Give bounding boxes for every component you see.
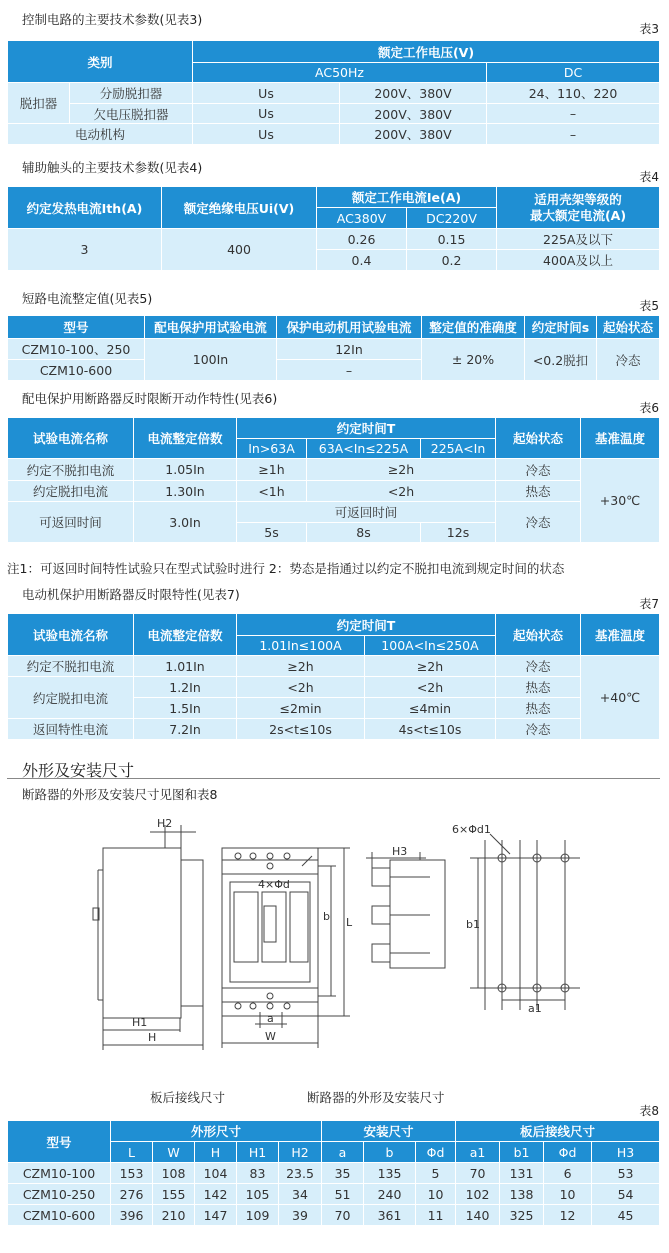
t8-cell: 240: [364, 1184, 416, 1205]
t7-cell: ≥2h: [237, 656, 365, 677]
t8-cell: 104: [195, 1163, 237, 1184]
t6-cell: 8s: [307, 523, 421, 543]
t7-cell: 冷态: [496, 719, 581, 740]
label-a: a: [267, 1012, 274, 1025]
t6-header-temp: 基准温度: [581, 418, 660, 459]
t6-row-name: 约定不脱扣电流: [8, 459, 134, 481]
back-view-body: [390, 860, 445, 968]
t5-state-value: 冷态: [597, 339, 660, 381]
t8-header-back: 板后接线尺寸: [456, 1121, 660, 1142]
t8-col-header: H2: [279, 1142, 322, 1163]
t8-cell: 23.5: [279, 1163, 322, 1184]
t8-cell: 108: [153, 1163, 195, 1184]
t4-cell: 0.4: [317, 250, 407, 271]
t6-cell: ≥2h: [307, 459, 496, 481]
t7-cell: <2h: [365, 677, 496, 698]
t6-row-name: 可返回时间: [8, 502, 134, 543]
t7-row-name: 约定脱扣电流: [8, 677, 134, 719]
t7-cell: 1.5In: [134, 698, 237, 719]
t8-model: CZM10-100: [8, 1163, 111, 1184]
t7-cell: 7.2In: [134, 719, 237, 740]
t6-cell: 5s: [237, 523, 307, 543]
t8-cell: 6: [544, 1163, 592, 1184]
t3-cell: 200V、380V: [340, 104, 487, 124]
t8-cell: 70: [322, 1205, 364, 1226]
table8-number: 表8: [639, 1104, 659, 1118]
t7-header-state: 起始状态: [496, 614, 581, 656]
t8-col-header: b: [364, 1142, 416, 1163]
t6-cell: 12s: [421, 523, 496, 543]
t3-cell: –: [487, 124, 660, 145]
t8-cell: 5: [416, 1163, 456, 1184]
t8-cell: 11: [416, 1205, 456, 1226]
t4-cell: 0.2: [407, 250, 497, 271]
t6-cell: 热态: [496, 481, 581, 502]
t4-header-ith: 约定发热电流Ith(A): [8, 187, 162, 229]
t8-col-header: H3: [592, 1142, 660, 1163]
side-view-body: [103, 848, 181, 1018]
t6-header-time: 约定时间T: [237, 418, 496, 439]
t6-header-c1: In>63A: [237, 439, 307, 459]
t5-dist-value: 100In: [145, 339, 277, 381]
table8: [7, 1120, 660, 1226]
label-hole6: 6×Φd1: [452, 823, 491, 836]
t7-header-c1: 1.01In≤100A: [237, 636, 365, 656]
t3-cell: Us: [193, 104, 340, 124]
table3-caption: 控制电路的主要技术参数(见表3): [22, 12, 203, 27]
front-view-body: [222, 848, 318, 1016]
t8-cell: 210: [153, 1205, 195, 1226]
t8-cell: 35: [322, 1163, 364, 1184]
t7-cell: 冷态: [496, 656, 581, 677]
t5-header-motor: 保护电动机用试验电流: [277, 316, 422, 339]
table7-number: 表7: [639, 597, 659, 611]
table4-caption: 辅助触头的主要技术参数(见表4): [22, 160, 203, 175]
t6-header-name: 试验电流名称: [8, 418, 134, 459]
t8-cell: 83: [237, 1163, 279, 1184]
t5-header-time: 约定时间s: [525, 316, 597, 339]
t8-cell: 131: [500, 1163, 544, 1184]
t3-header-ac: AC50Hz: [193, 63, 487, 83]
t7-header-c2: 100A<In≤250A: [365, 636, 496, 656]
t4-header-ac: AC380V: [317, 208, 407, 229]
t8-col-header: a1: [456, 1142, 500, 1163]
t4-cell: 225A及以下: [497, 229, 660, 250]
t8-cell: 140: [456, 1205, 500, 1226]
t7-cell: 热态: [496, 698, 581, 719]
label-h2: H2: [157, 817, 173, 830]
table5: [7, 315, 660, 381]
t8-col-header: W: [153, 1142, 195, 1163]
t5-header-state: 起始状态: [597, 316, 660, 339]
t8-model: CZM10-600: [8, 1205, 111, 1226]
t7-row-name: 约定不脱扣电流: [8, 656, 134, 677]
t5-model: CZM10-100、250: [8, 339, 145, 360]
t8-header-outer: 外形尺寸: [111, 1121, 322, 1142]
section-title: 外形及安装尺寸: [22, 761, 135, 780]
t8-cell: 105: [237, 1184, 279, 1205]
t8-body: [8, 1163, 660, 1226]
label-b1: b1: [466, 918, 480, 931]
table6-note: 注1：可返回时间特性试验只在型式试验时进行 2：势态是指通过以约定不脱扣电流到规定时间的状态: [7, 561, 565, 576]
t6-row-name: 约定脱扣电流: [8, 481, 134, 502]
t5-accuracy-value: ± 20%: [422, 339, 525, 381]
t8-col-header: H1: [237, 1142, 279, 1163]
t3-cell: 200V、380V: [340, 83, 487, 104]
t3-row-name: 欠电压脱扣器: [70, 104, 193, 124]
table7: [7, 613, 660, 740]
t8-cell: 10: [416, 1184, 456, 1205]
t7-cell: 4s<t≤10s: [365, 719, 496, 740]
t8-cell: 135: [364, 1163, 416, 1184]
t3-header-voltage: 额定工作电压(V): [193, 41, 660, 63]
t7-cell: 热态: [496, 677, 581, 698]
table6: [7, 417, 660, 543]
t3-header-type: 类别: [8, 41, 193, 83]
t8-cell: 34: [279, 1184, 322, 1205]
t3-cell: Us: [193, 124, 340, 145]
drawing-caption-left: 板后接线尺寸: [150, 1090, 226, 1105]
table3: [7, 40, 660, 145]
table-row: [8, 1163, 660, 1184]
t4-header-dc: DC220V: [407, 208, 497, 229]
t8-cell: 276: [111, 1184, 153, 1205]
label-h3: H3: [392, 845, 408, 858]
t7-row-name: 返回特性电流: [8, 719, 134, 740]
t7-cell: 1.2In: [134, 677, 237, 698]
t3-row-name: 分励脱扣器: [70, 83, 193, 104]
t6-header-state: 起始状态: [496, 418, 581, 459]
t8-cell: 12: [544, 1205, 592, 1226]
t8-model: CZM10-250: [8, 1184, 111, 1205]
t3-group-label: 脱扣器: [8, 83, 70, 124]
t8-cell: 51: [322, 1184, 364, 1205]
t6-header-c3: 225A<In: [421, 439, 496, 459]
t6-cell: 可返回时间: [237, 502, 496, 523]
t8-header-model: 型号: [8, 1121, 111, 1163]
table4-number: 表4: [639, 170, 659, 184]
t8-cell: 102: [456, 1184, 500, 1205]
t7-cell: ≤2min: [237, 698, 365, 719]
label-w: W: [265, 1030, 276, 1043]
drawing-caption-right: 断路器的外形及安装尺寸: [307, 1090, 445, 1105]
t8-col-header: L: [111, 1142, 153, 1163]
table7-caption: 电动机保护用断路器反时限特性(见表7): [22, 587, 240, 602]
t8-cell: 10: [544, 1184, 592, 1205]
t6-header-c2: 63A<In≤225A: [307, 439, 421, 459]
t6-cell: 冷态: [496, 502, 581, 543]
t3-cell: 200V、380V: [340, 124, 487, 145]
t8-col-header: a: [322, 1142, 364, 1163]
label-a1: a1: [528, 1002, 542, 1015]
t6-cell: ≥1h: [237, 459, 307, 481]
label-h1: H1: [132, 1016, 148, 1029]
t6-cell: 冷态: [496, 459, 581, 481]
t5-motor-value: –: [277, 360, 422, 381]
t7-temp-value: +40℃: [581, 656, 660, 740]
t8-cell: 396: [111, 1205, 153, 1226]
table3-number: 表3: [639, 22, 659, 36]
t8-cell: 53: [592, 1163, 660, 1184]
t3-row-name: 电动机构: [8, 124, 193, 145]
t4-header-ie: 额定工作电流Ie(A): [317, 187, 497, 208]
table-row: [8, 1184, 660, 1205]
t7-header-temp: 基准温度: [581, 614, 660, 656]
dimension-caption: 断路器的外形及安装尺寸见图和表8: [22, 787, 218, 802]
t5-header-accuracy: 整定值的准确度: [422, 316, 525, 339]
section-divider: [7, 778, 660, 779]
label-l: L: [346, 916, 353, 929]
t6-cell: 1.30In: [134, 481, 237, 502]
t5-header-dist: 配电保护用试验电流: [145, 316, 277, 339]
t5-time-value: <0.2脱扣: [525, 339, 597, 381]
t6-temp-value: +30℃: [581, 459, 660, 543]
t7-cell: ≥2h: [365, 656, 496, 677]
t5-motor-value: 12In: [277, 339, 422, 360]
t6-header-mult: 电流整定倍数: [134, 418, 237, 459]
t4-cell: 0.26: [317, 229, 407, 250]
t7-header-time: 约定时间T: [237, 614, 496, 636]
table6-number: 表6: [639, 401, 659, 415]
t8-cell: 45: [592, 1205, 660, 1226]
t8-cell: 153: [111, 1163, 153, 1184]
t3-cell: 24、110、220: [487, 83, 660, 104]
t4-cell: 0.15: [407, 229, 497, 250]
label-b: b: [323, 910, 330, 923]
t8-col-header: b1: [500, 1142, 544, 1163]
t8-col-header: Φd: [416, 1142, 456, 1163]
t5-model: CZM10-600: [8, 360, 145, 381]
t3-cell: –: [487, 104, 660, 124]
table-row: [8, 1205, 660, 1226]
t8-cell: 39: [279, 1205, 322, 1226]
t8-header-mount: 安装尺寸: [322, 1121, 456, 1142]
t7-header-name: 试验电流名称: [8, 614, 134, 656]
t6-cell: <1h: [237, 481, 307, 502]
t3-cell: Us: [193, 83, 340, 104]
t8-cell: 54: [592, 1184, 660, 1205]
table5-number: 表5: [639, 299, 659, 313]
t4-cell: 400A及以上: [497, 250, 660, 271]
t7-cell: ≤4min: [365, 698, 496, 719]
t8-cell: 325: [500, 1205, 544, 1226]
t4-header-ui: 额定绝缘电压Ui(V): [162, 187, 317, 229]
t6-cell: 3.0In: [134, 502, 237, 543]
t5-header-model: 型号: [8, 316, 145, 339]
t8-cell: 142: [195, 1184, 237, 1205]
side-view-handle: [181, 860, 203, 1006]
t8-cell: 70: [456, 1163, 500, 1184]
t4-ui-value: 400: [162, 229, 317, 271]
t6-cell: 1.05In: [134, 459, 237, 481]
table5-caption: 短路电流整定值(见表5): [22, 291, 153, 306]
t8-col-header: Φd: [544, 1142, 592, 1163]
t6-cell: <2h: [307, 481, 496, 502]
t4-header-frame: 适用壳架等级的 最大额定电流(A): [497, 187, 660, 229]
t8-cell: 109: [237, 1205, 279, 1226]
t7-cell: 2s<t≤10s: [237, 719, 365, 740]
label-h: H: [148, 1031, 157, 1044]
table6-caption: 配电保护用断路器反时限断开动作特性(见表6): [22, 391, 278, 406]
t8-cell: 138: [500, 1184, 544, 1205]
t7-cell: <2h: [237, 677, 365, 698]
t7-header-mult: 电流整定倍数: [134, 614, 237, 656]
label-hole4: 4×Φd: [258, 878, 290, 891]
t8-col-header: H: [195, 1142, 237, 1163]
t8-cell: 147: [195, 1205, 237, 1226]
table4: [7, 186, 660, 271]
t8-cell: 155: [153, 1184, 195, 1205]
t4-ith-value: 3: [8, 229, 162, 271]
t3-header-dc: DC: [487, 63, 660, 83]
t8-cell: 361: [364, 1205, 416, 1226]
dimension-drawing: [0, 800, 669, 1080]
t7-cell: 1.01In: [134, 656, 237, 677]
